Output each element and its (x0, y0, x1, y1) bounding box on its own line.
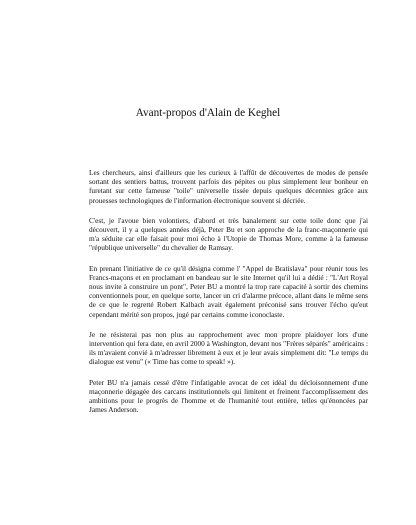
paragraph-4: Je ne résisterai pas non plus au rapprochement avec mon propre plaidoyer lors d'une intervention qui fera date, en avril 2000 à Washington, devant nos "Frères séparés" américains : ils m'avaient convié à m'adresser librement à eux et je leur avais simplement dit: "Le temps du dialogue est venu" (« Time has come to speak! »). (89, 329, 368, 367)
document-body (89, 168, 368, 425)
paragraph-3: En prenant l'initiative de ce qu'il désigna comme l' "Appel de Bratislava" pour réunir tous les Francs-maçons et en proclamant en bandeau sur le site Internet qu'il lui a dédié : "L'Art Royal nous invite à construire un pont", Peter BU a montré la trop rare capacité à sortir des chemins conventionnels pour, en quelque sorte, lancer un cri d'alarme précoce, allant dans le même sens de ce que le regretté Robert Kalbach avait également préconisé sans trouver l'écho qu'eut cependant mérité son propos, jugé par certains comme iconoclaste. (89, 263, 368, 319)
paragraph-5: Peter BU n'a jamais cessé d'être l'infatigable avocat de cet idéal du décloisonnement d'une maçonnerie dégagée des carcans institutionnels qui limitent et freinent l'accomplissement des ambitions pour le progrès de l'homme et de l'humanité tout entière, telles qu'énoncées par James Anderson. (89, 377, 368, 415)
paragraph-1: Les chercheurs, ainsi d'ailleurs que les curieux à l'affût de découvertes de modes de pensée sortant des sentiers battus, trouvent parfois des pépites ou plus simplement leur bonheur en furetant sur cette fameuse "toile" universelle tissée depuis quelques décennies grâce aux prouesses technologiques de l'information électronique souvent si décriée. (89, 168, 368, 205)
page-title: Avant-propos d'Alain de Keghel (135, 107, 281, 119)
paragraph-2: C'est, je l'avoue bien volontiers, d'abord et très banalement sur cette toile donc que j'ai découvert, il y a quelques années déjà, Peter Bu et son approche de la franc-maçonnerie qui m'a séduite car elle faisait pour moi écho à l'Utopie de Thomas More, comme à la fameuse "république universelle" du chevalier de Ramsay. (89, 215, 368, 253)
